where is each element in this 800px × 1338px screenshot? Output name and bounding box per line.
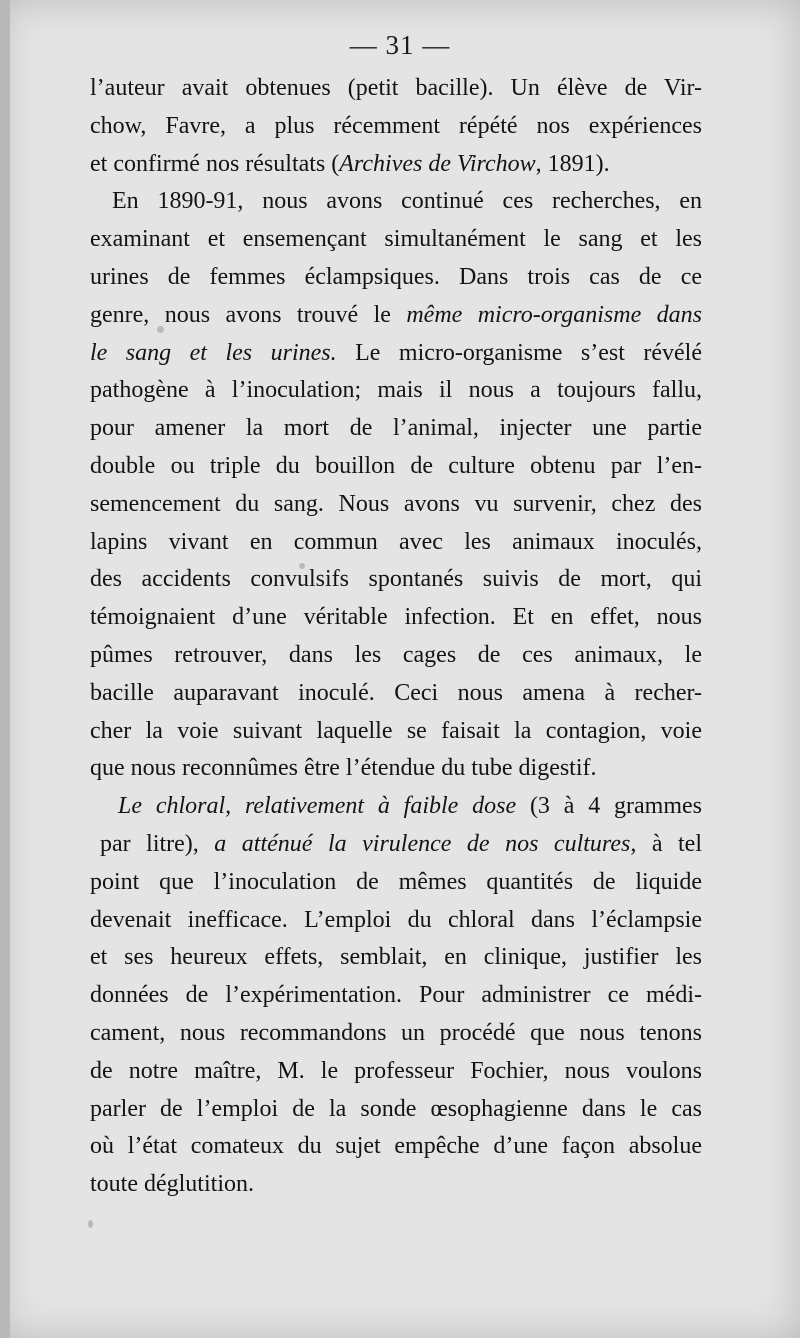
page-binding-edge [0,0,10,1338]
text-segment: témoignaient d’une véritable infection. Et en effet, nous [90,604,702,631]
text-line [90,1091,702,1129]
text-segment: par litre), [100,830,215,857]
text-segment: des accidents convulsifs spontanés suivis de mort, qui [90,566,702,593]
text-line [90,675,702,713]
text-segment: où l’état comateux du sujet empêche d’une façon absolue [90,1133,702,1160]
text-segment: que nous reconnûmes être l’étendue du tube digestif. [90,755,597,782]
italic-text-segment: Archives de Virchow [339,150,536,177]
text-line [90,372,702,410]
text-segment: En 1890-91, nous avons continué ces recherches, en [112,188,702,215]
text-line [90,448,702,486]
italic-text-segment: a atténué la virulence de nos cultures [214,830,631,857]
ink-speck [299,563,305,569]
text-line [90,259,702,297]
ink-speck [157,326,164,333]
italic-text-segment: même micro-organisme dans [406,301,702,328]
text-line [90,637,702,675]
text-segment: cher la voie suivant laquelle se faisait la contagion, voie [90,717,702,744]
text-segment: double ou triple du bouillon de culture obtenu par l’en- [90,452,702,479]
text-line [90,750,702,788]
text-line [90,713,702,751]
text-line [90,410,702,448]
text-segment: et ses heureux effets, semblait, en clinique, justifier les [90,944,702,971]
text-segment: (3 à 4 grammes [516,793,702,820]
italic-text-segment: le sang et les urines. [90,339,337,366]
text-line [90,1015,702,1053]
text-line [90,524,702,562]
text-line [90,826,702,864]
text-segment: chow, Favre, a plus récemment répété nos expériences [90,112,702,139]
text-line [90,788,702,826]
text-line [90,108,702,146]
text-segment: , à tel [630,830,702,857]
text-line [90,1128,702,1166]
text-segment: genre, nous avons trouvé le [90,301,407,328]
text-segment: pathogène à l’inoculation; mais il nous a toujours fallu, [90,377,702,404]
text-segment: cament, nous recommandons un procédé que nous tenons [90,1019,702,1046]
text-line [90,146,702,184]
text-line [90,1053,702,1091]
text-segment: toute déglutition. [90,1171,254,1198]
text-line [90,1166,702,1204]
text-segment: données de l’expérimentation. Pour administrer ce médi- [90,982,702,1009]
text-segment: lapins vivant en commun avec les animaux inoculés, [90,528,702,555]
italic-text-segment: Le chloral, relativement à faible dose [118,793,517,820]
text-segment: pour amener la mort de l’animal, injecter une partie [90,415,702,442]
body-text [90,70,702,1204]
text-line [90,297,702,335]
text-line [90,864,702,902]
text-segment: Le micro-organisme s’est révélé [336,339,703,366]
text-segment: et confirmé nos résultats ( [90,150,340,177]
text-segment: , 1891). [535,150,610,177]
text-line [90,561,702,599]
text-segment: de notre maître, M. le professeur Fochier, nous voulons [90,1057,702,1084]
text-line [90,221,702,259]
text-line [90,486,702,524]
text-segment: semencement du sang. Nous avons vu survenir, chez des [90,490,702,517]
text-segment: parler de l’emploi de la sonde œsophagienne dans le cas [90,1095,702,1122]
text-line [90,977,702,1015]
text-segment: l’auteur avait obtenues (petit bacille). Un élève de Vir- [90,75,702,101]
text-segment: urines de femmes éclampsiques. Dans trois cas de ce [90,263,702,290]
text-segment: examinant et ensemençant simultanément le sang et les [90,226,702,253]
text-line [90,70,702,108]
text-line [90,939,702,977]
text-segment: pûmes retrouver, dans les cages de ces animaux, le [90,641,702,668]
text-segment: bacille auparavant inoculé. Ceci nous amena à recher- [90,679,702,706]
text-line [90,183,702,221]
text-line [90,335,702,373]
page-number: — 31 — [349,30,451,60]
text-segment: devenait inefficace. L’emploi du chloral dans l’éclampsie [90,906,702,933]
text-line [90,902,702,940]
text-line [90,599,702,637]
text-segment: point que l’inoculation de mêmes quantités de liquide [90,868,702,895]
ink-speck [88,1220,93,1228]
